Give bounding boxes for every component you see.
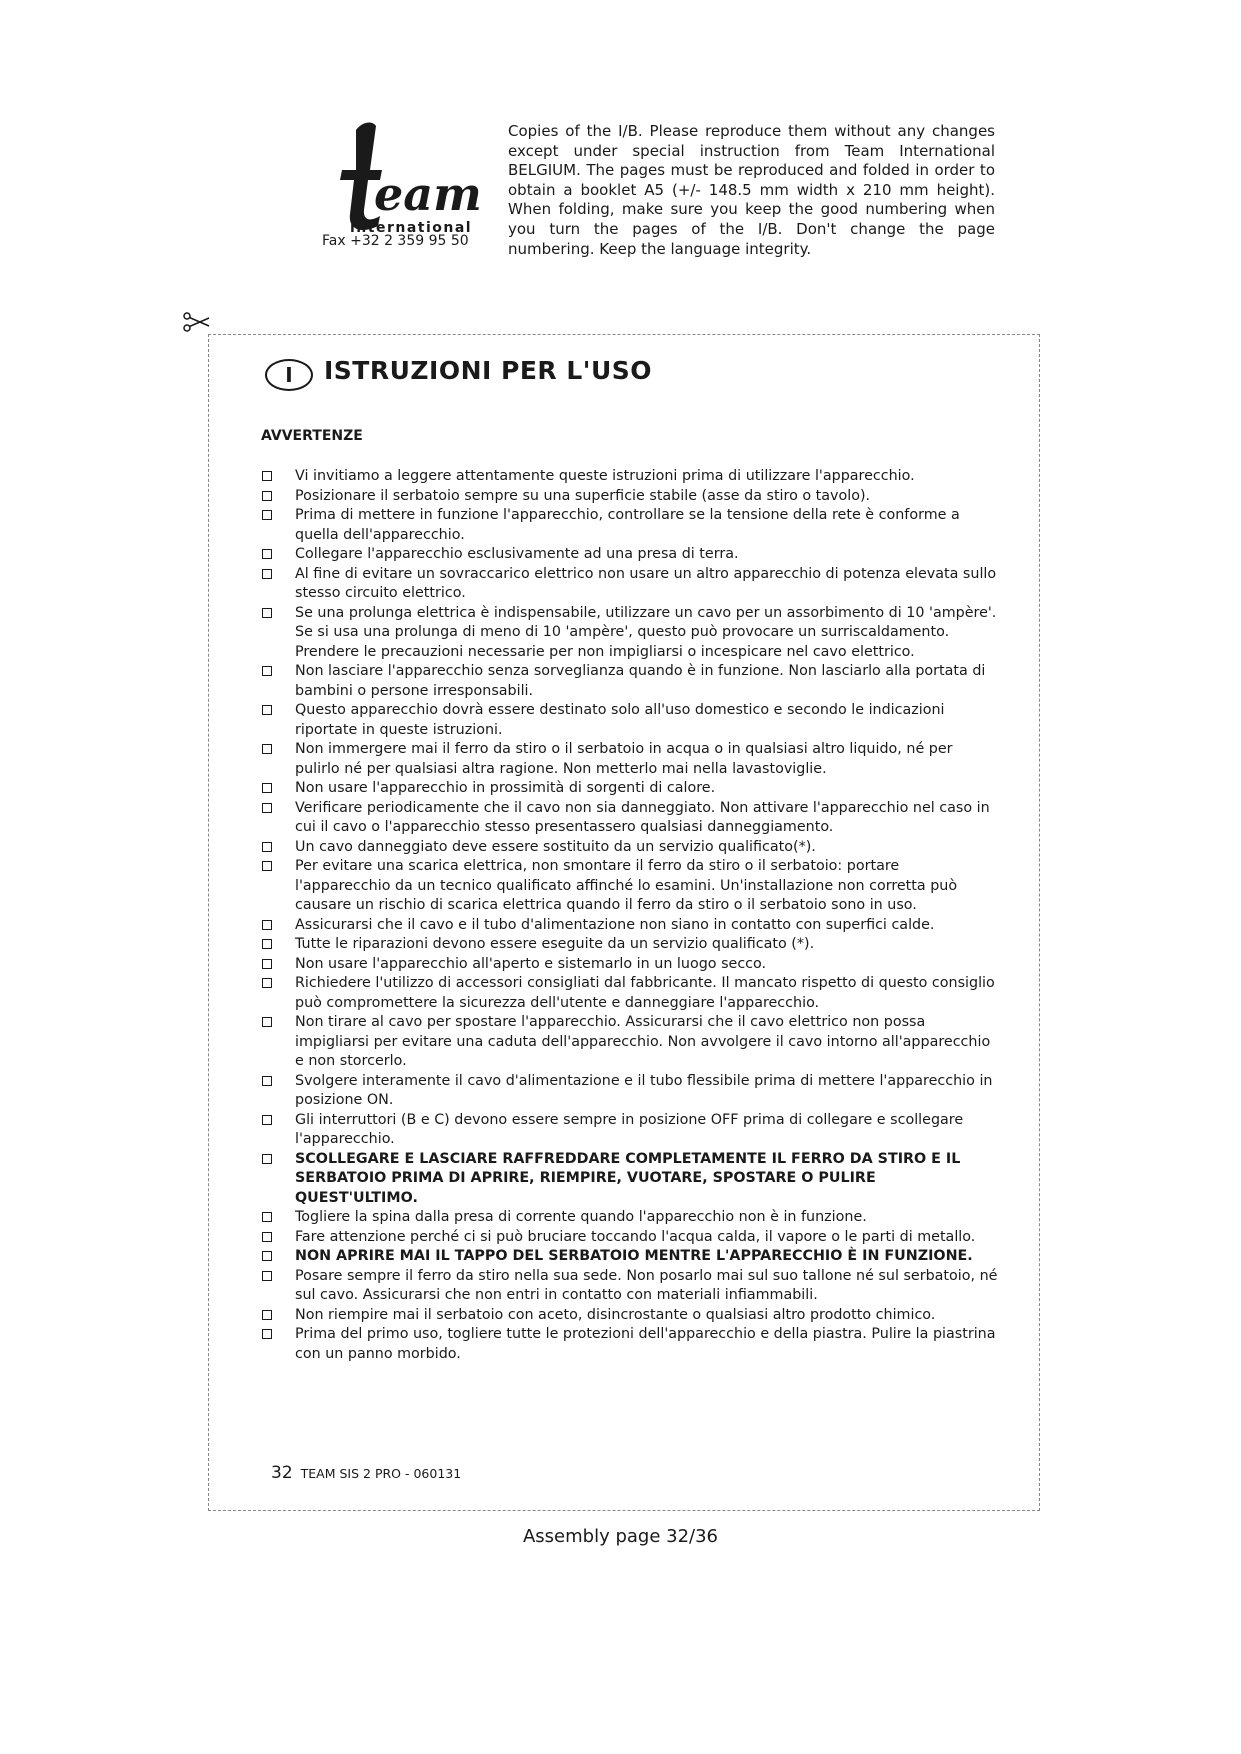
warning-item <box>261 1013 999 1072</box>
warning-item <box>261 1150 999 1209</box>
warning-text: Non usare l'apparecchio in prossimità di sorgenti di calore. <box>295 780 716 796</box>
checkbox-bullet-icon <box>262 1017 272 1027</box>
warning-text: Gli interruttori (B e C) devono essere sempre in posizione OFF prima di collegare e scollegare l'apparecchio. <box>295 1111 964 1147</box>
checkbox-bullet-icon <box>262 978 272 988</box>
page-number: 32 <box>271 1463 293 1483</box>
warning-item <box>261 740 999 779</box>
warning-item <box>261 1247 999 1267</box>
language-badge: I <box>265 359 313 391</box>
warning-item <box>261 1325 999 1364</box>
checkbox-bullet-icon <box>262 744 272 754</box>
warning-item <box>261 1267 999 1306</box>
warning-item <box>261 935 999 955</box>
warning-item <box>261 487 999 507</box>
assembly-page-label: Assembly page 32/36 <box>522 1526 719 1547</box>
team-logo <box>310 118 482 236</box>
warning-item <box>261 779 999 799</box>
warning-text: Posizionare il serbatoio sempre su una superficie stabile (asse da stiro o tavolo). <box>295 487 871 504</box>
checkbox-bullet-icon <box>262 1251 272 1261</box>
scissors-icon <box>183 312 211 332</box>
checkbox-bullet-icon <box>262 783 272 793</box>
model-code: TEAM SIS 2 PRO - 060131 <box>300 1466 462 1481</box>
warning-item <box>261 662 999 701</box>
warning-item <box>261 1306 999 1326</box>
warning-item <box>261 857 999 916</box>
warning-text: Un cavo danneggiato deve essere sostituito da un servizio qualificato(*). <box>295 838 816 855</box>
warning-item <box>261 1111 999 1150</box>
warning-item <box>261 799 999 838</box>
warning-text: Richiedere l'utilizzo di accessori consigliati dal fabbricante. Il mancato rispetto di questo consiglio può compromettere la sicurezza dell'utente e danneggiare l'apparecchio. <box>295 975 995 1011</box>
warning-item <box>261 916 999 936</box>
warning-text: Questo apparecchio dovrà essere destinato solo all'uso domestico e secondo le indicazioni riportate in queste istruzioni. <box>295 702 945 738</box>
checkbox-bullet-icon <box>262 1232 272 1242</box>
checkbox-bullet-icon <box>262 1212 272 1222</box>
checkbox-bullet-icon <box>262 1310 272 1320</box>
checkbox-bullet-icon <box>262 1154 272 1164</box>
page-footer <box>271 1463 461 1483</box>
warning-text: NON APRIRE MAI IL TAPPO DEL SERBATOIO MENTRE L'APPARECCHIO È IN FUNZIONE. <box>295 1248 973 1264</box>
checkbox-bullet-icon <box>262 666 272 676</box>
checkbox-bullet-icon <box>262 939 272 949</box>
checkbox-bullet-icon <box>262 920 272 930</box>
fax-number: Fax +32 2 359 95 50 <box>322 233 469 249</box>
warning-text: Non immergere mai il ferro da stiro o il serbatoio in acqua o in qualsiasi altro liquido, né per pulirlo né per qualsiasi altra ragione. Non metterlo mai nella lavastoviglie. <box>295 741 953 777</box>
checkbox-bullet-icon <box>262 608 272 618</box>
checkbox-bullet-icon <box>262 1115 272 1125</box>
checkbox-bullet-icon <box>262 471 272 481</box>
warning-item <box>261 545 999 565</box>
warning-text: Non riempire mai il serbatoio con aceto, disincrostante o qualsiasi altro prodotto chimico. <box>295 1306 936 1323</box>
warning-item <box>261 955 999 975</box>
page-title: ISTRUZIONI PER L'USO <box>324 356 653 385</box>
checkbox-bullet-icon <box>262 861 272 871</box>
warning-text: Prima di mettere in funzione l'apparecchio, controllare se la tensione della rete è conforme a quella dell'apparecchio. <box>295 507 960 543</box>
warning-text: Vi invitiamo a leggere attentamente queste istruzioni prima di utilizzare l'apparecchio. <box>295 468 915 484</box>
checkbox-bullet-icon <box>262 705 272 715</box>
warning-item <box>261 506 999 545</box>
warning-item <box>261 604 999 663</box>
checkbox-bullet-icon <box>262 491 272 501</box>
warning-text: Se una prolunga elettrica è indispensabile, utilizzare un cavo per un assorbimento di 10 'ampère'. Se si usa una prolunga di meno di 10 'ampère', questo può provocare un surriscaldamento. Prendere le precauzioni necessarie per non impigliarsi o incespicare nel cavo elettrico. <box>295 604 997 660</box>
warning-item <box>261 838 999 858</box>
checkbox-bullet-icon <box>262 803 272 813</box>
warning-text: SCOLLEGARE E LASCIARE RAFFREDDARE COMPLETAMENTE IL FERRO DA STIRO E IL SERBATOIO PRIMA DI APRIRE, RIEMPIRE, VUOTARE, SPOSTARE O PULIRE QUEST'ULTIMO. <box>295 1150 961 1206</box>
checkbox-bullet-icon <box>262 1271 272 1281</box>
warning-text: Fare attenzione perché ci si può bruciare toccando l'acqua calda, il vapore o le parti di metallo. <box>295 1228 976 1245</box>
section-title: AVVERTENZE <box>261 428 363 444</box>
checkbox-bullet-icon <box>262 959 272 969</box>
warning-list <box>261 467 999 1364</box>
reproduction-instructions: Copies of the I/B. Please reproduce them without any changes except under special instruction from Team International BELGIUM. The pages must be reproduced and folded in order to obtain a booklet A5 (+/- 148.5 mm width x 210 mm height). When folding, make sure you keep the good numbering when you turn the pages of the I/B. Don't change the page numbering. Keep the language integrity. <box>508 122 995 258</box>
warning-text: Non usare l'apparecchio all'aperto e sistemarlo in un luogo secco. <box>295 955 767 972</box>
warning-item <box>261 1208 999 1228</box>
checkbox-bullet-icon <box>262 549 272 559</box>
warning-text: Posare sempre il ferro da stiro nella sua sede. Non posarlo mai sul suo tallone né sul serbatoio, né sul cavo. Assicurarsi che non entri in contatto con materiali infiammabili. <box>295 1267 998 1303</box>
warning-item <box>261 701 999 740</box>
warning-text: Togliere la spina dalla presa di corrente quando l'apparecchio non è in funzione. <box>295 1209 867 1225</box>
warning-item <box>261 565 999 604</box>
checkbox-bullet-icon <box>262 569 272 579</box>
warning-text: Non lasciare l'apparecchio senza sorveglianza quando è in funzione. Non lasciarlo alla portata di bambini o persone irresponsabili. <box>295 663 986 699</box>
warning-text: Non tirare al cavo per spostare l'apparecchio. Assicurarsi che il cavo elettrico non possa impigliarsi per evitare una caduta dell'apparecchio. Non avvolgere il cavo intorno all'apparecchio e non storcerlo. <box>295 1014 991 1069</box>
warning-text: Assicurarsi che il cavo e il tubo d'alimentazione non siano in contatto con superfici calde. <box>295 916 935 933</box>
warning-item <box>261 1228 999 1248</box>
checkbox-bullet-icon <box>262 1329 272 1339</box>
warning-text: Per evitare una scarica elettrica, non smontare il ferro da stiro o il serbatoio: portare l'apparecchio da un tecnico qualificato affinché lo esamini. Un'installazione non corretta può causare un rischio di scarica elettrica quando il ferro da stiro o il serbatoio sono in uso. <box>295 858 958 913</box>
warning-text: Prima del primo uso, togliere tutte le protezioni dell'apparecchio e della piastra. Pulire la piastrina con un panno morbido. <box>295 1326 996 1362</box>
warning-text: Tutte le riparazioni devono essere eseguite da un servizio qualificato (*). <box>295 936 815 952</box>
team-logo-mark <box>310 118 482 236</box>
checkbox-bullet-icon <box>262 510 272 520</box>
svg-text:eam: eam <box>374 167 482 221</box>
svg-text:international: international <box>350 220 473 236</box>
warning-text: Verificare periodicamente che il cavo non sia danneggiato. Non attivare l'apparecchio nel caso in cui il cavo o l'apparecchio stesso presentassero qualsiasi danneggiamento. <box>295 799 990 835</box>
warning-item <box>261 467 999 487</box>
warning-item <box>261 974 999 1013</box>
checkbox-bullet-icon <box>262 1076 272 1086</box>
warning-item <box>261 1072 999 1111</box>
warning-text: Collegare l'apparecchio esclusivamente ad una presa di terra. <box>295 546 739 562</box>
warning-text: Al fine di evitare un sovraccarico elettrico non usare un altro apparecchio di potenza elevata sullo stesso circuito elettrico. <box>295 565 997 601</box>
checkbox-bullet-icon <box>262 842 272 852</box>
warning-text: Svolgere interamente il cavo d'alimentazione e il tubo flessibile prima di mettere l'apparecchio in posizione ON. <box>295 1072 993 1108</box>
